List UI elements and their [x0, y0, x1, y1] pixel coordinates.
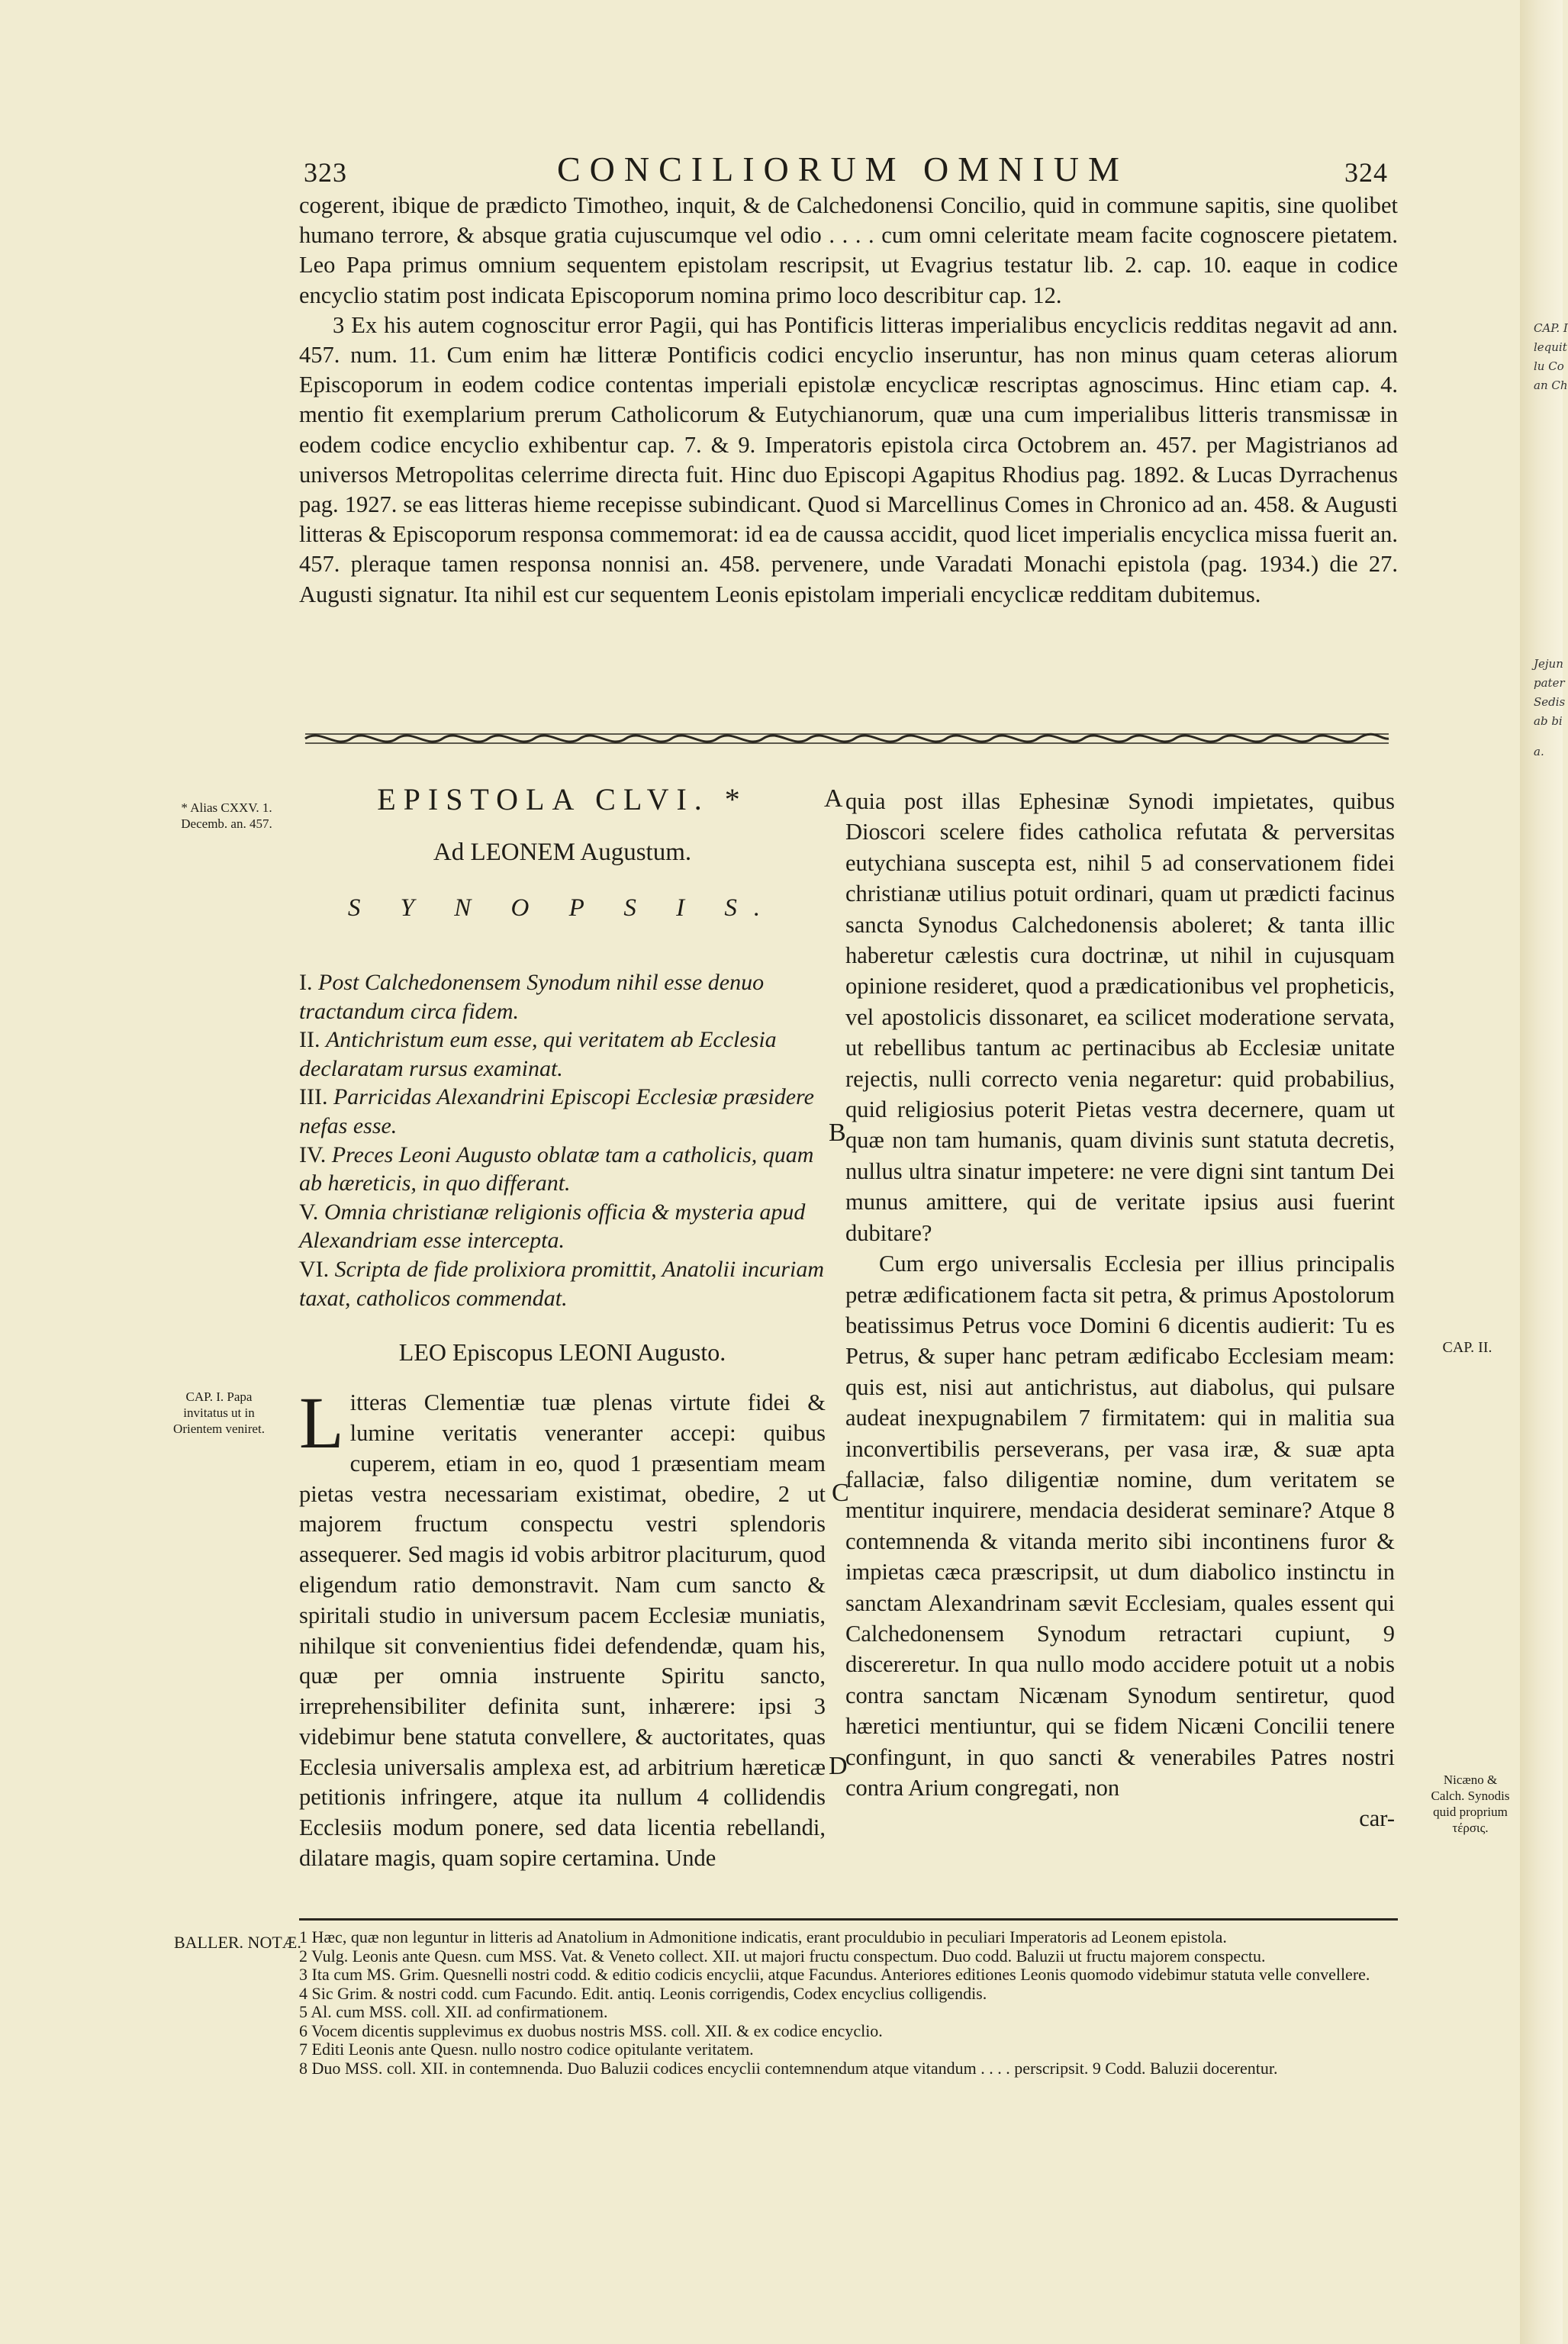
adjacent-page-scrap: lu Co — [1534, 359, 1564, 373]
intro-paragraph-2: 3 Ex his autem cognoscitur error Pagii, qui has Pontificis litteras imperialibus encyclicis redditas negavit ad ann. 457. num. 11. Cum enim hæ litteræ Pontificis codici encyclio inseruntur, has non minus quam ceteras aliorum Episcoporum in eodem codice contentas imperiali epistolæ encyclicæ rescriptas agnoscimus. Hinc etiam cap. 4. mentio fit exemplarium prerum Catholicorum & Eutychianorum, quæ una cum imperialibus litteris transmissæ in eodem codice encyclio exhibentur cap. 7. & 9. Imperatoris epistola circa Octobrem an. 457. per Magistrianos ad universos Metropolitas celerrime directa fuit. Hinc duo Episcopi Agapitus Rhodius pag. 1892. & Lucas Dyrrachenus pag. 1927. se eas litteras hieme recepisse subindicant. Quod si Marcellinus Comes in Chronico ad an. 458. & Augusti litteras & Episcoporum responsa commemorat: id ea de caussa accidit, quod licet imperialis encyclica missa fuerit an. 457. pleraque tamen responsa nonnisi an. 458. pervenere, unde Varadati Monachi epistola (pag. 1934.) die 27. Augusti signatur. Ita nihil est cur sequentem Leonis epistolam imperiali encyclicæ redditam dubitemus. — [299, 311, 1398, 607]
adjacent-page-scrap: an Ch — [1534, 378, 1568, 392]
synopsis-number: V. — [299, 1199, 319, 1225]
synopsis-text: Scripta de fide prolixiora promittit, Anatolii incuriam taxat, catholicos commendat. — [299, 1256, 825, 1311]
synopsis-number: VI. — [299, 1256, 330, 1282]
synopsis-item — [299, 1255, 826, 1312]
notes-label: BALLER. NOTÆ. — [174, 1933, 301, 1952]
cap-2-margin-note: CAP. II. — [1442, 1339, 1492, 1356]
synopsis-item — [299, 968, 826, 1026]
adjacent-page-scrap: ab bi — [1534, 714, 1563, 728]
footnote: 3 Ita cum MS. Grim. Quesnelli nostri codd. & editio codicis encyclii, atque Facundus. Anteriores editiones Leonis quomodo videbimur statuta velle convellere. — [299, 1965, 1370, 1984]
letter-body-left — [299, 1382, 826, 1874]
footnote: 6 Vocem dicentis supplevimus ex duobus nostris MSS. coll. XII. & ex codice encyclio. — [299, 2020, 883, 2040]
synopsis-item — [299, 1026, 826, 1083]
cap-1-margin-note: CAP. I. Papa invitatus ut in Orientem veniret. — [173, 1389, 265, 1436]
adjacent-page-scrap: Jejun — [1534, 657, 1563, 671]
intro-paragraph-1: cogerent, ibique de prædicto Timotheo, inquit, & de Calchedonensi Concilio, quid in commune sapitis, sine quolibet humano terrore, & absque gratia cujuscumque vel odio . . . . cum omni celeritate meam facite cognoscere pietatem. Leo Papa primus omnium sequentem epistolam rescripsit, ut Evagrius testatur lib. 2. cap. 10. eaque in codice encyclio statim post indicata Episcoporum nomina primo loco describitur cap. 12. — [299, 192, 1398, 308]
synopsis-text: Post Calchedonensem Synodum nihil esse denuo tractandum circa fidem. — [299, 970, 765, 1024]
section-letter-d: D — [829, 1752, 848, 1780]
letter-paragraph: itteras Clementiæ tuæ plenas virtute fidei & lumine veritatis veneranter accepi: quibus cuperem, etiam in eo, quod 1 præsentiam meam pietas vestra necessariam existimat, obedire, 2 ut majorem fructum conspectu vestri splendoris assequerer. Sed magis id vobis arbitror placiturum, quod eligendum ratio demonstravit. Nam cum sancto & spiritali studio in universum pacem Ecclesiæ muniatis, nihilque sit convenientius fidei defendendæ, quam his, quæ per omnia instruente Spiritu sancto, irreprehensibiliter definita sunt, inhærere: ipsi 3 videbimur bene statuta convellere, & auctoritates, quas Ecclesia universalis amplexa est, ad arbitrium hæreticæ petitionis infringere, atque ita nullum 4 collidendis Ecclesiis modum ponere, sed data licentia rebellandi, dilatare magis, quam sopire certamina. Unde — [299, 1389, 826, 1872]
section-letter-a: A — [824, 784, 843, 813]
footnote: 7 Editi Leonis ante Quesn. nullo nostro codice opitulante veritatem. — [299, 2040, 754, 2059]
page-number-left: 323 — [304, 157, 347, 188]
letter-paragraph: Cum ergo universalis Ecclesia per illius principalis petræ ædificationem facta sit petra, & primus Apostolorum beatissimus Petrus voce Domini 6 dicentis audierit: Tu es Petrus, & super hanc petram ædificabo Ecclesiam meam: quis est, nisi aut antichristus, aut diabolus, qui pulsare audeat inexpugnabilem 7 firmitatem: qui in malitia sua inconvertibilis perseverans, per vasa iræ, & suæ apta fallaciæ, falso diligentiæ nomine, dum veritatem se mentitur inquirere, mendacia desiderat seminare? Atque 8 contemnenda & vitanda merito sibi incontinens furor & impietas cæca præscripsit, ut dum diabolico instinctu in sanctam Alexandrinam sævit Ecclesiam, quales essent qui Calchedonensem Synodum retractari cupiunt, 9 discereretur. In qua nullo modo accidere potuit ut a nobis contra sanctam Nicænam Synodum sentiretur, quod hæretici mentiuntur, qui se fidem Nicæni Concilii tenere confingunt, in quo sancti & venerabiles Patres nostri contra Arium congregati, non — [845, 1251, 1395, 1801]
section-letter-b: B — [829, 1119, 846, 1147]
letter-paragraph: quia post illas Ephesinæ Synodi impietates, quibus Dioscori scelere fides catholica refutata & perversitas eutychiana suscepta est, nihil 5 ad conservationem fidei christianæ utilius potuit ordinari, quam ut prædicti facinus sancta Synodus Calchedonensis aboleret; & tanta illic haberetur cælestis cura doctrinæ, ut nihil in cujusquam opinione resideret, quod a prædicationibus vel propheticis, vel apostolicis dissonaret, ea scilicet moderatione servata, ut rebellibus tantum ac pertinacibus ab Ecclesiæ unitate rejectis, nulli correcto venia negaretur: quid probabilius, quid religiosius poterit Pietas vestra decernere, quam ut quæ non tam humanis, quam divinis sunt statuta decretis, nullus ultra sinatur impetere: ne vere digni sint tantum Dei munus amittere, qui de veritate ipsius ausi fuerint dubitare? — [845, 788, 1395, 1246]
catchword: car- — [1359, 1805, 1395, 1832]
epistle-addressee: Ad LEONEM Augustum. — [433, 839, 692, 866]
page-number-right: 324 — [1344, 157, 1388, 188]
footnote: 5 Al. cum MSS. coll. XII. ad confirmationem. — [299, 2002, 608, 2021]
synopsis-heading: S Y N O P S I S. — [347, 894, 778, 922]
adjacent-page-scrap: Sedis — [1534, 695, 1566, 709]
synopsis-item — [299, 1083, 826, 1140]
footnote: 1 Hæc, quæ non leguntur in litteris ad Anatolium in Admonitione indicatis, erant proculdubio in peculiari Imperatoris ad Leonem epistola. — [299, 1927, 1227, 1946]
synopsis-number: III. — [299, 1084, 328, 1110]
footnote: 8 Duo MSS. coll. XII. in contemnenda. Duo Baluzii codices encyclii contemnendum atque vitandum . . . . perscripsit. 9 Codd. Baluzii docerentur. — [299, 2058, 1278, 2078]
adjacent-page-scrap: a. — [1534, 745, 1544, 758]
synopsis-item — [299, 1141, 826, 1198]
adjacent-page-scrap: lequit — [1534, 340, 1567, 354]
left-column — [299, 778, 826, 1874]
running-head-title: CONCILIORUM OMNIUM — [557, 150, 1129, 188]
footnote: 4 Sic Grim. & nostri codd. cum Facundo. Edit. antiq. Leonis corrigendis, Codex encyclius colligendis. — [299, 1983, 987, 2003]
synopsis-item — [299, 1198, 826, 1255]
alias-margin-note: * Alias CXXV. 1. Decemb. an. 457. — [181, 800, 272, 831]
footnotes — [299, 1928, 1398, 2078]
synopsis-text: Antichristum eum esse, qui veritatem ab Ecclesia declaratam rursus examinat. — [299, 1027, 777, 1081]
ornamental-divider — [305, 725, 1389, 752]
introduction-text — [299, 191, 1398, 610]
adjacent-page-scrap: pater — [1534, 676, 1565, 690]
synopsis-number: II. — [299, 1027, 320, 1053]
footnote-rule — [299, 1918, 1398, 1921]
synopsis-list — [299, 968, 826, 1312]
synopsis-number: I. — [299, 970, 313, 995]
nicaeno-margin-note: Nicæno & Calch. Synodis quid proprium τέρσις. — [1431, 1772, 1510, 1835]
synopsis-text: Preces Leoni Augusto oblatæ tam a catholicis, quam ab hæreticis, in quo differant. — [299, 1141, 814, 1196]
synopsis-number: IV. — [299, 1141, 327, 1167]
salutation: LEO Episcopus LEONI Augusto. — [398, 1338, 726, 1367]
epistle-title: EPISTOLA CLVI. * — [377, 782, 748, 816]
adjacent-page-scrap: CAP. I — [1534, 321, 1568, 335]
footnote: 2 Vulg. Leonis ante Quesn. cum MSS. Vat. & Veneto collect. XII. ut majori fructu conspectum. Duo codd. Baluzii ut fructu majorem conspectu. — [299, 1946, 1266, 1966]
drop-cap-letter: L — [299, 1382, 344, 1464]
section-letter-c: C — [832, 1479, 849, 1507]
right-column — [845, 786, 1395, 1834]
synopsis-text: Omnia christianæ religionis officia & mysteria apud Alexandriam esse intercepta. — [299, 1199, 806, 1254]
synopsis-text: Parricidas Alexandrini Episcopi Ecclesiæ præsidere nefas esse. — [299, 1084, 814, 1138]
